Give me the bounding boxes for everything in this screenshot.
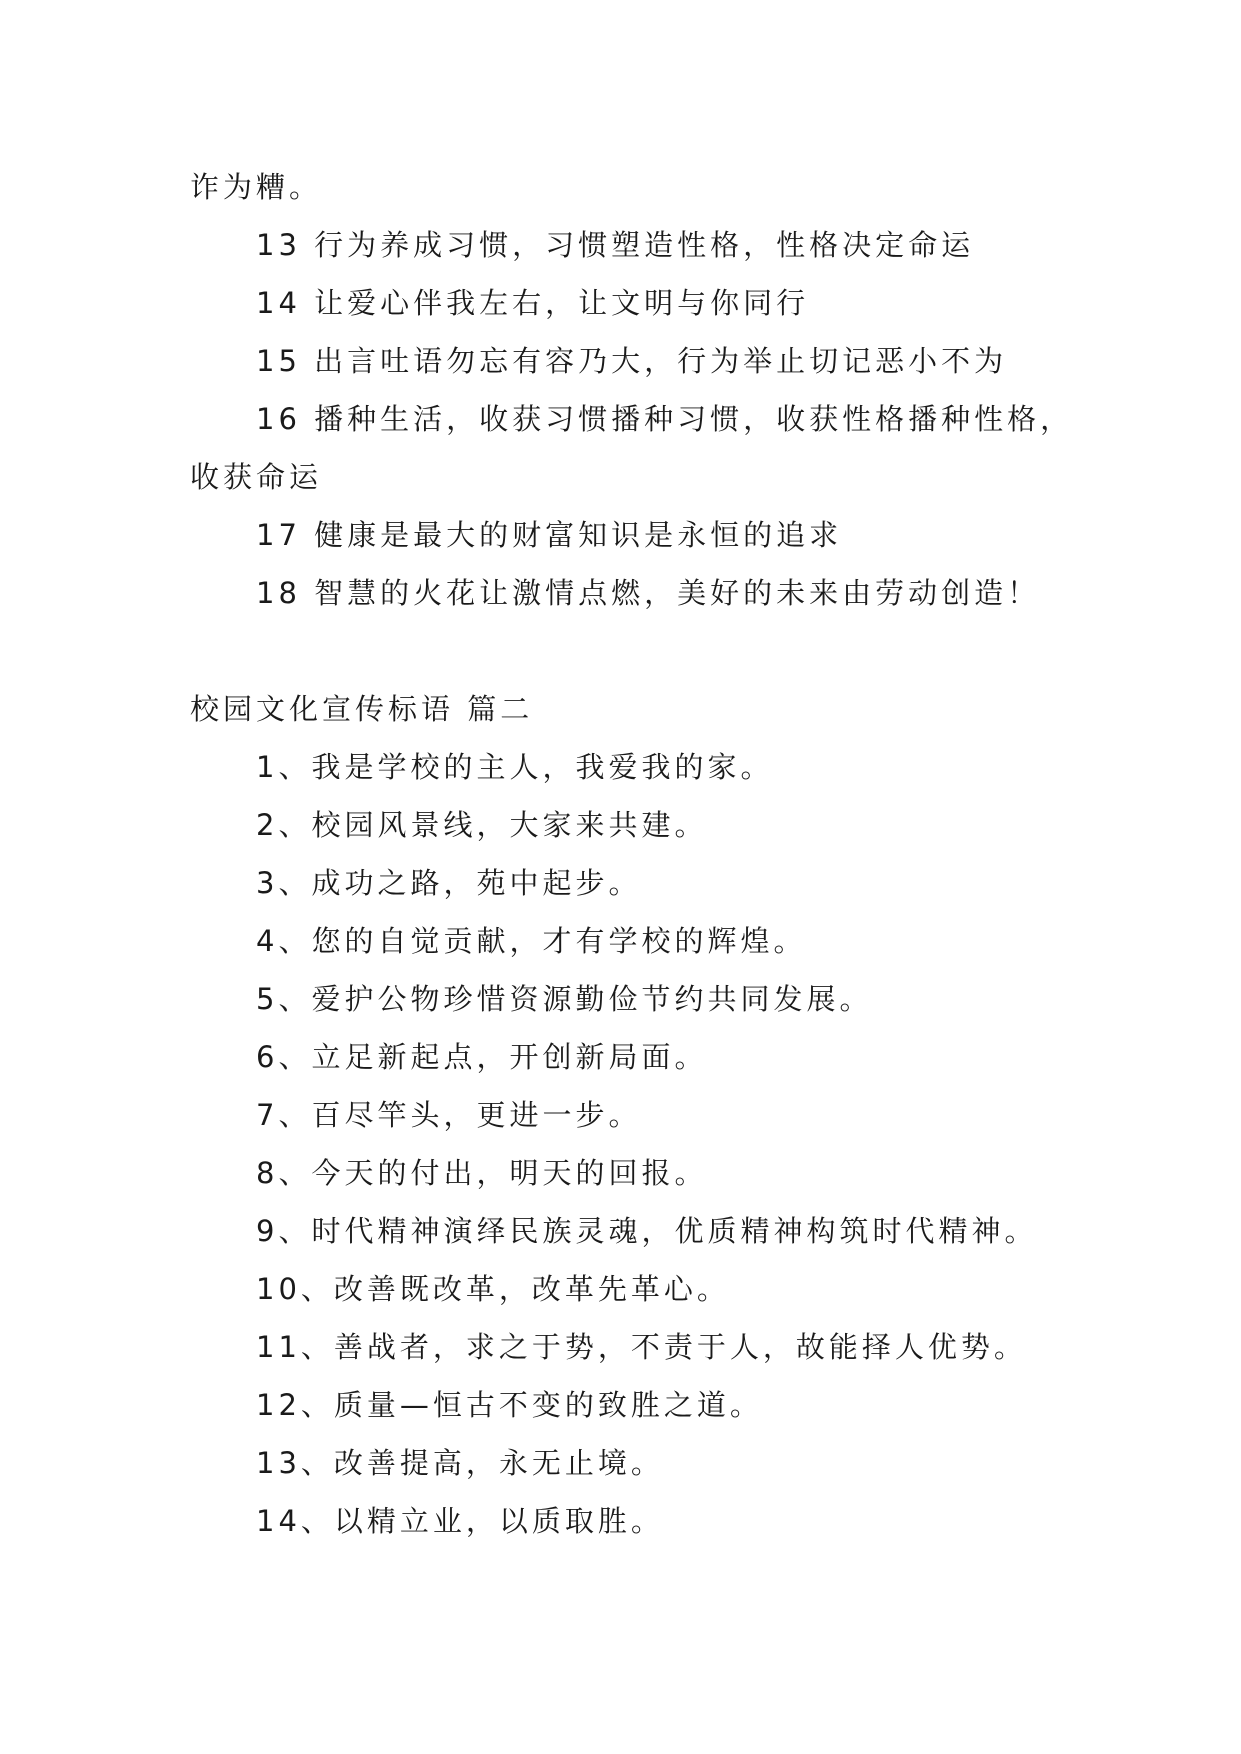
section2-item-4: 4、您的自觉贡献，才有学校的辉煌。 (256, 924, 807, 958)
slogan-17: 17 健康是最大的财富知识是永恒的追求 (256, 518, 843, 552)
section2-item-5: 5、爱护公物珍惜资源勤俭节约共同发展。 (256, 982, 873, 1016)
section2-item-11: 11、善战者，求之于势，不责于人，故能择人优势。 (256, 1330, 1027, 1364)
slogan-15: 15 出言吐语勿忘有容乃大，行为举止切记恶小不为 (256, 344, 1008, 378)
section2-item-7: 7、百尽竿头，更进一步。 (256, 1098, 642, 1132)
section2-item-10: 10、改善既改革，改革先革心。 (256, 1272, 730, 1306)
slogan-13: 13 行为养成习惯，习惯塑造性格，性格决定命运 (256, 228, 975, 262)
slogan-16: 16 播种生活，收获习惯播种习惯，收获性格播种性格， (256, 402, 1074, 436)
section2-item-14: 14、以精立业，以质取胜。 (256, 1504, 664, 1538)
slogan-14: 14 让爱心伴我左右，让文明与你同行 (256, 286, 810, 320)
section2-item-1: 1、我是学校的主人，我爱我的家。 (256, 750, 774, 784)
slogan-18: 18 智慧的火花让激情点燃，美好的未来由劳动创造！ (256, 576, 1041, 610)
section-heading: 校园文化宣传标语 篇二 (190, 692, 534, 726)
section2-item-2: 2、校园风景线，大家来共建。 (256, 808, 708, 842)
slogan-16-continuation: 收获命运 (190, 460, 323, 494)
section2-item-9: 9、时代精神演绎民族灵魂，优质精神构筑时代精神。 (256, 1214, 1038, 1248)
section-gap (190, 622, 1070, 680)
section2-item-13: 13、改善提高，永无止境。 (256, 1446, 664, 1480)
paragraph-continuation: 诈为糟。 (190, 170, 323, 204)
section2-item-8: 8、今天的付出，明天的回报。 (256, 1156, 708, 1190)
section2-item-3: 3、成功之路，苑中起步。 (256, 866, 642, 900)
document-body (190, 158, 1074, 1550)
section2-item-6: 6、立足新起点，开创新局面。 (256, 1040, 708, 1074)
section2-item-12: 12、质量—恒古不变的致胜之道。 (256, 1388, 763, 1422)
